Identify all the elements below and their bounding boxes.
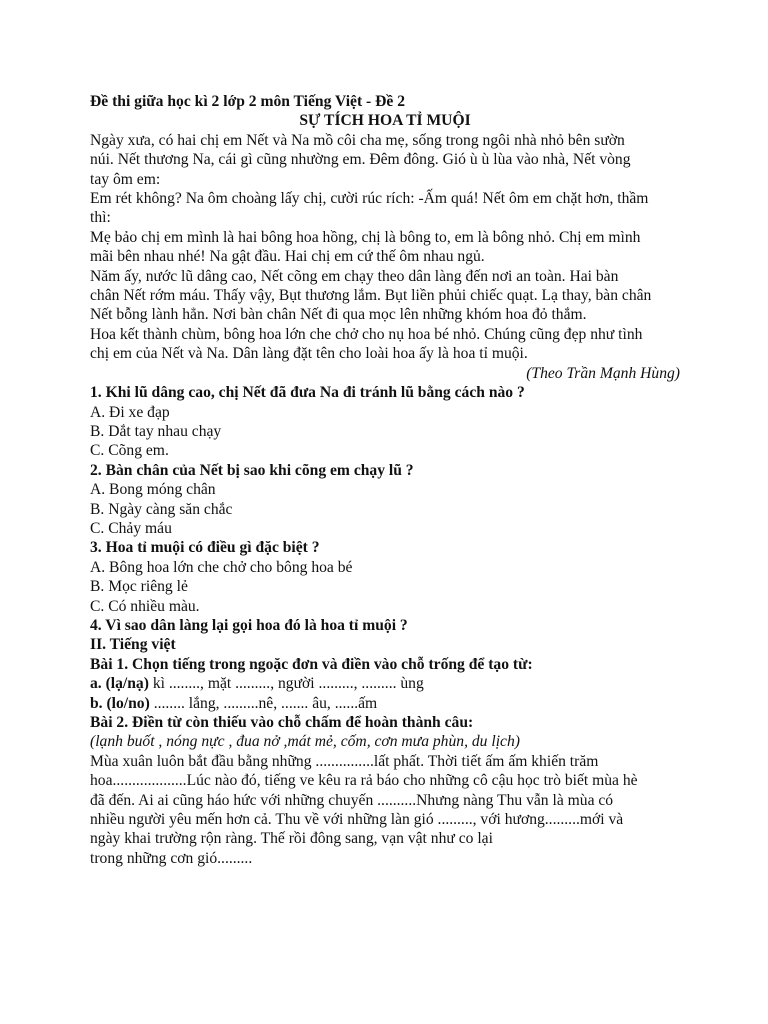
document-title: Đề thi giữa học kì 2 lớp 2 môn Tiếng Việt - Đề 2 (90, 93, 406, 110)
exercise-1-item-a-text: kì ........, mặt ........., người ........., ......... ùng (148, 675, 424, 693)
question-3-option-a: A. Bông hoa lớn che chở cho bông hoa bé (90, 558, 353, 576)
question-1-option-c: C. Cõng em. (90, 442, 169, 460)
question-2-option-a: A. Bong móng chân (90, 481, 216, 499)
exercise-2-line: hoa...................Lúc nào đó, tiếng ve kêu ra rả báo cho những cô cậu học trò biết mùa hè (90, 772, 638, 790)
exercise-2-title: Bài 2. Điền từ còn thiếu vào chỗ chấm để hoàn thành câu: (90, 714, 474, 731)
story-line: chân Nết rớm máu. Thấy vậy, Bụt thương lắm. Bụt liền phủi chiếc quạt. Lạ thay, bàn chân (90, 287, 652, 305)
exercise-1-item-b (90, 694, 680, 713)
story-line: thì: (90, 209, 111, 227)
story-title: SỰ TÍCH HOA TỈ MUỘI (299, 112, 471, 130)
exercise-2-line: ngày khai trường rộn ràng. Thế rồi đông sang, vạn vật như co lại (90, 830, 493, 848)
question-4: 4. Vì sao dân làng lại gọi hoa đó là hoa tỉ muội ? (90, 616, 408, 634)
question-1-option-b: B. Dắt tay nhau chạy (90, 422, 222, 440)
exercise-2-line: đã đến. Ai ai cũng háo hức với những chuyến ..........Nhưng nàng Thu vẫn là mùa có (90, 791, 614, 809)
exercise-2-line: trong những cơn gió......... (90, 849, 253, 867)
exercise-1-title: Bài 1. Chọn tiếng trong ngoặc đơn và điền vào chỗ trống để tạo từ: (90, 655, 533, 673)
question-3: 3. Hoa tỉ muội có điều gì đặc biệt ? (90, 539, 320, 557)
exercise-2-line: Mùa xuân luôn bắt đầu bằng những ...............lất phất. Thời tiết ấm ấm khiến trăm (90, 752, 599, 770)
question-1: 1. Khi lũ dâng cao, chị Nết đã đưa Na đi tránh lũ bằng cách nào ? (90, 384, 525, 402)
story-attribution: (Theo Trần Mạnh Hùng) (526, 364, 680, 382)
exercise-2-text (90, 752, 680, 868)
exercise-1-item-a (90, 674, 680, 693)
exercise-2-word-bank: (lạnh buốt , nóng nực , đua nở ,mát mẻ, cốm, cơn mưa phùn, du lịch) (90, 733, 520, 751)
story-line: chị em của Nết và Na. Dân làng đặt tên cho loài hoa ấy là hoa tỉ muội. (90, 345, 528, 363)
story-line: tay ôm em: (90, 170, 161, 188)
story-line: Năm ấy, nước lũ dâng cao, Nết cõng em chạy theo dân làng đến nơi an toàn. Hai bàn (90, 267, 619, 285)
question-2-option-b: B. Ngày càng săn chắc (90, 500, 233, 518)
question-2: 2. Bàn chân của Nết bị sao khi cõng em chạy lũ ? (90, 461, 414, 479)
question-3-option-b: B. Mọc riêng lẻ (90, 578, 188, 596)
story-line: Em rét không? Na ôm choàng lấy chị, cười rúc rích: -Ấm quá! Nết ôm em chặt hơn, thầm (90, 190, 649, 208)
story-line: Hoa kết thành chùm, bông hoa lớn che chở cho nụ hoa bé nhỏ. Chúng cũng đẹp như tình (90, 325, 643, 343)
question-1-option-a: A. Đi xe đạp (90, 403, 170, 421)
section-heading: II. Tiếng việt (90, 636, 176, 654)
exercise-1-item-b-label: b. (lo/no) (90, 694, 150, 712)
exercise-1-item-b-text: ........ lắng, .........nê, ....... âu, ......ấm (149, 694, 378, 712)
story-text (90, 131, 680, 364)
story-line: Mẹ bảo chị em mình là hai bông hoa hồng, chị là bông to, em là bông nhỏ. Chị em mình (90, 228, 641, 246)
story-line: núi. Nết thương Na, cái gì cũng nhường em. Đêm đông. Gió ù ù lùa vào nhà, Nết vòng (90, 151, 631, 169)
question-2-option-c: C. Chảy máu (90, 519, 172, 537)
story-line: Ngày xưa, có hai chị em Nết và Na mồ côi cha mẹ, sống trong ngôi nhà nhỏ bên sườn (90, 131, 625, 149)
story-line: Nết bỗng lành hẳn. Nơi bàn chân Nết đi qua mọc lên những khóm hoa đỏ thắm. (90, 306, 587, 324)
document-page (90, 92, 680, 868)
question-3-option-c: C. Có nhiều màu. (90, 597, 200, 615)
story-line: mãi bên nhau nhé! Na gật đầu. Hai chị em cứ thế ôm nhau ngủ. (90, 248, 485, 266)
exercise-1-item-a-label: a. (lạ/nạ) (90, 675, 149, 693)
exercise-2-line: nhiều người yêu mến hơn cả. Thu về với những làn gió ........., với hương.........mới và (90, 811, 624, 829)
